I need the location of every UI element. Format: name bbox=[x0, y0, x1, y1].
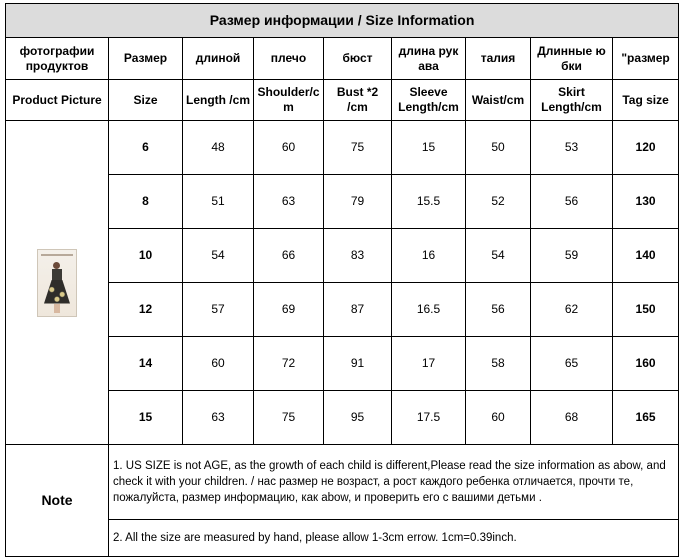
cell-shoulder: 69 bbox=[254, 283, 324, 337]
cell-bust: 87 bbox=[324, 283, 392, 337]
product-picture-cell bbox=[6, 121, 109, 445]
cell-sleeve: 15.5 bbox=[392, 175, 466, 229]
cell-sleeve: 17.5 bbox=[392, 391, 466, 445]
header-ru-waist: талия bbox=[466, 38, 531, 80]
cell-skirt: 59 bbox=[531, 229, 613, 283]
note-label: Note bbox=[6, 445, 109, 557]
cell-shoulder: 66 bbox=[254, 229, 324, 283]
note-row bbox=[6, 445, 679, 520]
cell-bust: 75 bbox=[324, 121, 392, 175]
header-ru-size: Размер bbox=[109, 38, 183, 80]
header-en-waist: Waist/cm bbox=[466, 80, 531, 121]
header-ru-product-picture: фотографии продуктов bbox=[6, 38, 109, 80]
cell-sleeve: 16.5 bbox=[392, 283, 466, 337]
cell-bust: 79 bbox=[324, 175, 392, 229]
cell-tag-size: 120 bbox=[613, 121, 679, 175]
cell-skirt: 56 bbox=[531, 175, 613, 229]
header-en-shoulder: Shoulder/c m bbox=[254, 80, 324, 121]
cell-waist: 52 bbox=[466, 175, 531, 229]
cell-bust: 91 bbox=[324, 337, 392, 391]
header-ru-shoulder: плечо bbox=[254, 38, 324, 80]
header-ru-tag-size: "размер bbox=[613, 38, 679, 80]
cell-tag-size: 140 bbox=[613, 229, 679, 283]
cell-tag-size: 130 bbox=[613, 175, 679, 229]
header-en-sleeve: Sleeve Length/cm bbox=[392, 80, 466, 121]
cell-shoulder: 72 bbox=[254, 337, 324, 391]
dress-photo-icon bbox=[37, 249, 77, 317]
cell-skirt: 68 bbox=[531, 391, 613, 445]
cell-size: 14 bbox=[109, 337, 183, 391]
header-en-skirt: Skirt Length/cm bbox=[531, 80, 613, 121]
cell-size: 6 bbox=[109, 121, 183, 175]
note-text-2: 2. All the size are measured by hand, please allow 1-3cm errow. 1cm=0.39inch. bbox=[109, 520, 679, 557]
cell-waist: 54 bbox=[466, 229, 531, 283]
header-en-product-picture: Product Picture bbox=[6, 80, 109, 121]
cell-length: 51 bbox=[183, 175, 254, 229]
header-ru-skirt: Длинные ю бки bbox=[531, 38, 613, 80]
cell-shoulder: 63 bbox=[254, 175, 324, 229]
header-en-tag-size: Tag size bbox=[613, 80, 679, 121]
header-ru-length: длиной bbox=[183, 38, 254, 80]
cell-tag-size: 150 bbox=[613, 283, 679, 337]
cell-waist: 60 bbox=[466, 391, 531, 445]
header-ru-bust: бюст bbox=[324, 38, 392, 80]
header-ru-sleeve: длина рук ава bbox=[392, 38, 466, 80]
cell-sleeve: 15 bbox=[392, 121, 466, 175]
cell-shoulder: 60 bbox=[254, 121, 324, 175]
header-en-bust: Bust *2 /cm bbox=[324, 80, 392, 121]
cell-size: 10 bbox=[109, 229, 183, 283]
cell-skirt: 62 bbox=[531, 283, 613, 337]
cell-tag-size: 165 bbox=[613, 391, 679, 445]
cell-size: 15 bbox=[109, 391, 183, 445]
cell-size: 12 bbox=[109, 283, 183, 337]
cell-sleeve: 16 bbox=[392, 229, 466, 283]
cell-length: 63 bbox=[183, 391, 254, 445]
table-title: Размер информации / Size Information bbox=[6, 4, 679, 38]
header-row-russian bbox=[6, 38, 679, 80]
cell-length: 54 bbox=[183, 229, 254, 283]
header-en-size: Size bbox=[109, 80, 183, 121]
size-information-table bbox=[5, 3, 679, 557]
cell-waist: 58 bbox=[466, 337, 531, 391]
cell-waist: 56 bbox=[466, 283, 531, 337]
cell-sleeve: 17 bbox=[392, 337, 466, 391]
cell-skirt: 65 bbox=[531, 337, 613, 391]
table-row bbox=[6, 121, 679, 175]
cell-bust: 95 bbox=[324, 391, 392, 445]
cell-length: 60 bbox=[183, 337, 254, 391]
note-text-1: 1. US SIZE is not AGE, as the growth of each child is different,Please read the size information as abow, and check it with your children. / нас размер не возраст, а рост каждого ребенка отличается, прочти те, пожалуйста, размер информацию, как abow, и проверить его с вашими детьми . bbox=[109, 445, 679, 520]
header-row-english bbox=[6, 80, 679, 121]
cell-skirt: 53 bbox=[531, 121, 613, 175]
cell-bust: 83 bbox=[324, 229, 392, 283]
cell-tag-size: 160 bbox=[613, 337, 679, 391]
header-en-length: Length /cm bbox=[183, 80, 254, 121]
cell-length: 48 bbox=[183, 121, 254, 175]
cell-length: 57 bbox=[183, 283, 254, 337]
cell-shoulder: 75 bbox=[254, 391, 324, 445]
cell-size: 8 bbox=[109, 175, 183, 229]
cell-waist: 50 bbox=[466, 121, 531, 175]
